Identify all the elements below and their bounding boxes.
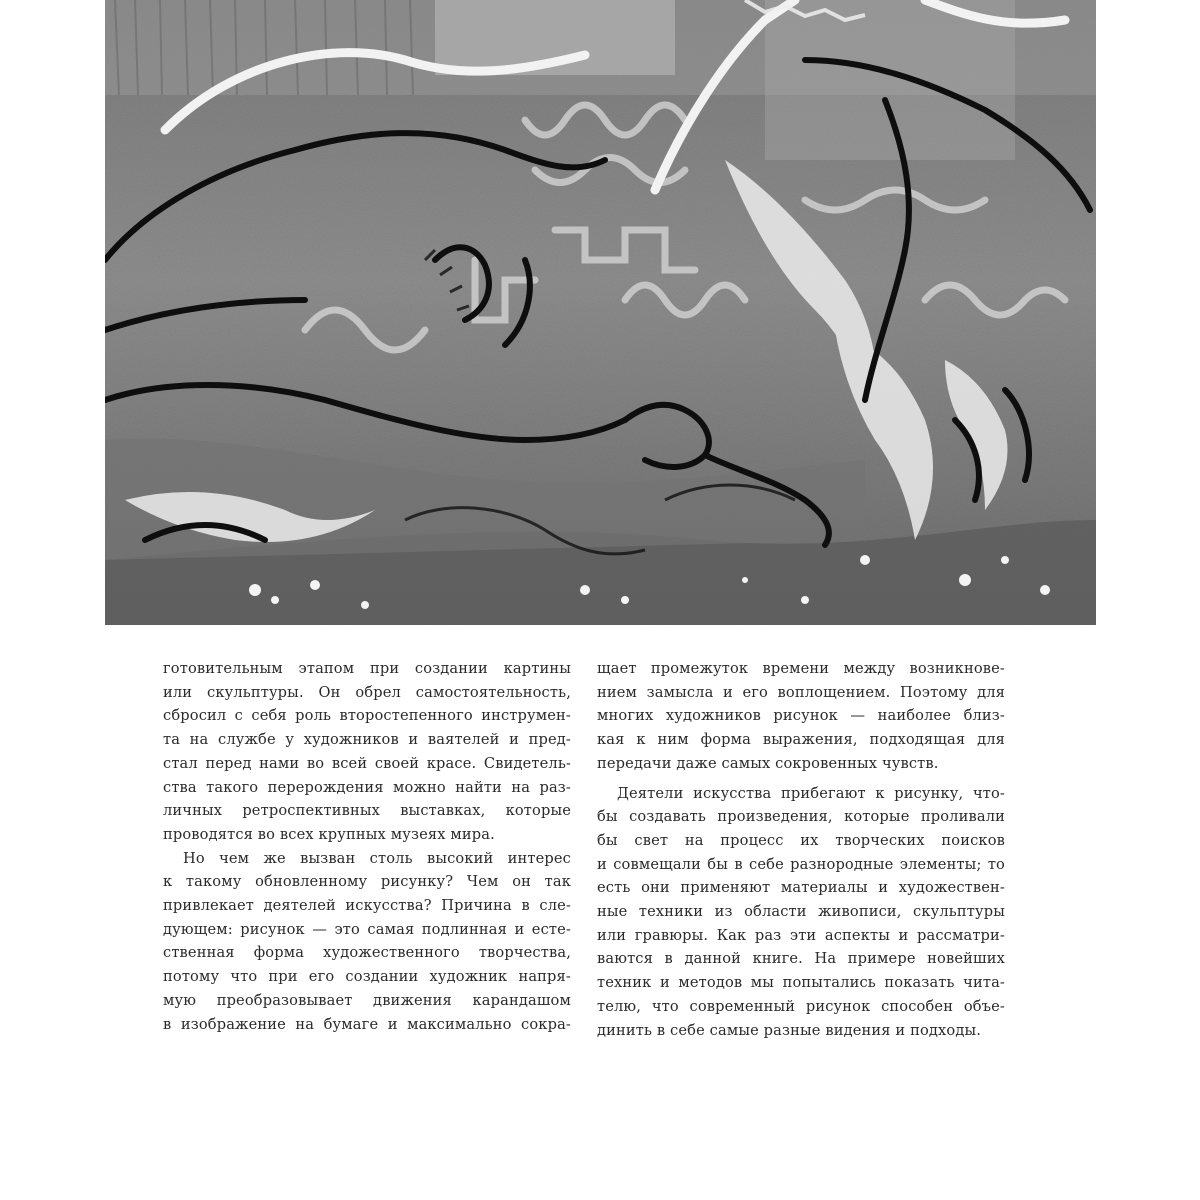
artwork-illustration	[105, 0, 1096, 625]
left-paragraph-1	[163, 657, 571, 847]
text-line: потому что при его создании художник напря-	[163, 968, 571, 986]
text-line: ваются в данной книге. На примере новейших	[597, 950, 1005, 968]
left-text-column	[163, 657, 571, 1036]
text-line: нием замысла и его воплощением. Поэтому для	[597, 683, 1005, 701]
text-line: бы создавать произведения, которые проливали	[597, 808, 1005, 826]
text-line: бы свет на процесс их творческих поисков	[597, 831, 1005, 849]
text-line: ственная форма художественного творчества,	[163, 944, 571, 962]
text-line: личных ретроспективных выставках, которые	[163, 802, 571, 820]
text-line: есть они применяют материалы и художествен-	[597, 879, 1005, 897]
text-line: или гравюры. Как раз эти аспекты и рассматри-	[597, 926, 1005, 944]
right-paragraph-1	[597, 657, 1005, 776]
text-line: стал перед нами во всей своей красе. Свидетель-	[163, 754, 571, 772]
text-line: привлекает деятелей искусства? Причина в сле-	[163, 897, 571, 915]
text-line: к такому обновленному рисунку? Чем он так	[163, 873, 571, 891]
text-line: мую преобразовывает движения карандашом	[163, 991, 571, 1009]
left-paragraph-2	[163, 847, 571, 1037]
text-line: передачи даже самых сокровенных чувств.	[597, 754, 939, 772]
text-line: телю, что современный рисунок способен объе-	[597, 997, 1005, 1015]
text-line: дующем: рисунок — это самая подлинная и есте-	[163, 920, 571, 938]
text-line: проводятся во всех крупных музеях мира.	[163, 825, 495, 843]
right-paragraph-2	[597, 782, 1005, 1043]
text-line: ства такого перерождения можно найти на раз-	[163, 778, 571, 796]
right-text-column	[597, 657, 1005, 1042]
text-line: кая к ним форма выражения, подходящая для	[597, 731, 1005, 749]
text-line: Но чем же вызван столь высокий интерес	[183, 849, 571, 867]
text-line: та на службе у художников и ваятелей и пред-	[163, 731, 571, 749]
text-line: или скульптуры. Он обрел самостоятельность,	[163, 683, 571, 701]
text-line: ные техники из области живописи, скульптуры	[597, 903, 1005, 921]
text-line: в изображение на бумаге и максимально сокра-	[163, 1015, 571, 1033]
abstract-painting	[105, 0, 1096, 625]
text-line: многих художников рисунок — наиболее близ-	[597, 707, 1005, 725]
text-line: сбросил с себя роль второстепенного инструмен-	[163, 707, 571, 725]
text-line: готовительным этапом при создании картины	[163, 660, 571, 677]
text-line: Деятели искусства прибегают к рисунку, что-	[617, 784, 1005, 802]
text-line: щает промежуток времени между возникнове-	[597, 660, 1005, 677]
text-line: динить в себе самые разные видения и подходы.	[597, 1021, 982, 1039]
text-line: техник и методов мы попытались показать чита-	[597, 974, 1005, 992]
text-line: и совмещали бы в себе разнородные элементы; то	[597, 855, 1005, 873]
